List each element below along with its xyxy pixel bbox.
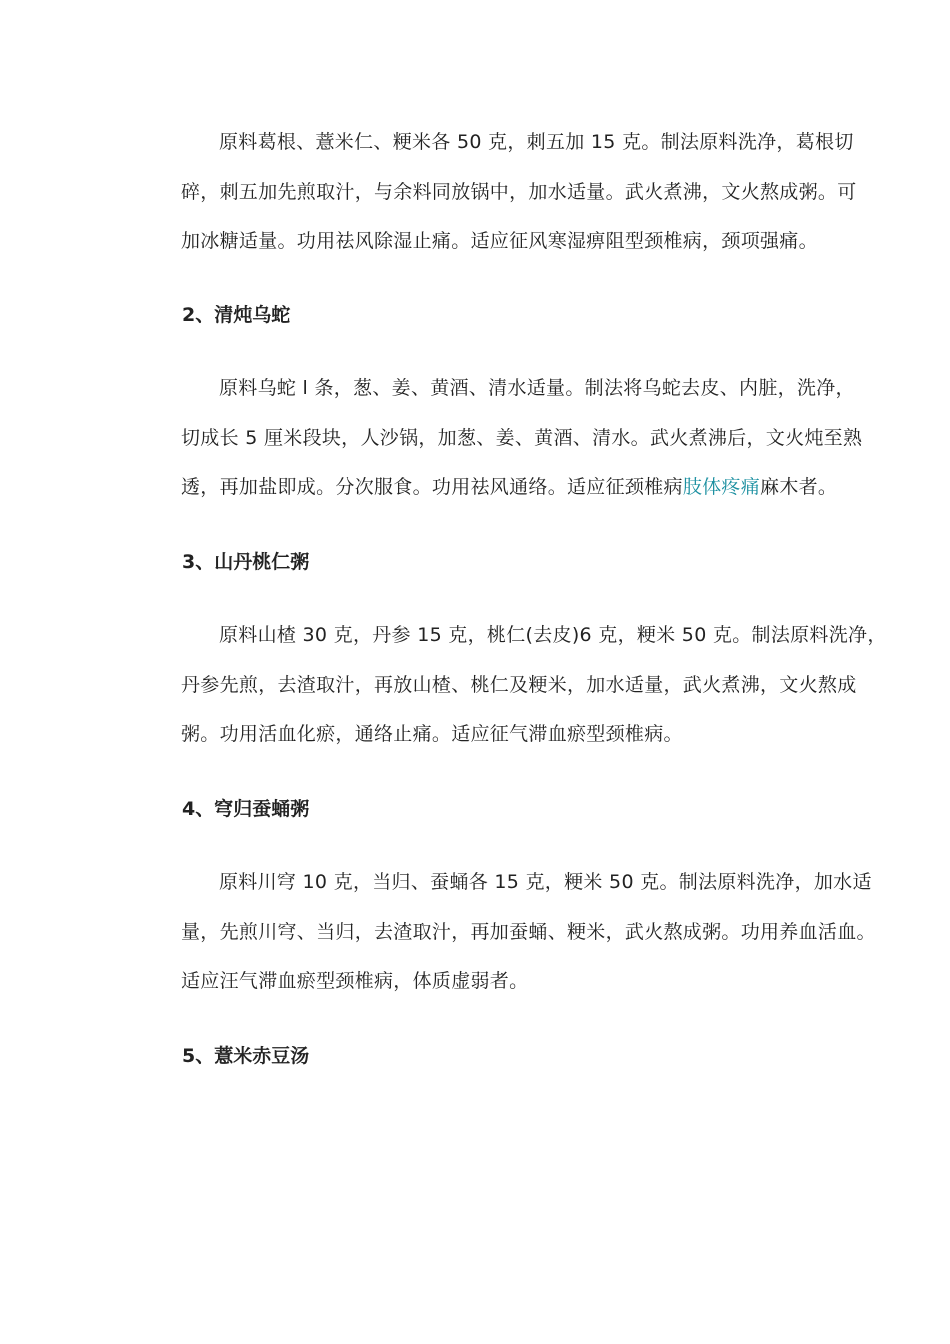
body-line: 原料山楂 30 克，丹参 15 克，桃仁(去皮)6 克，粳米 50 克。制法原料洗净， [219,624,887,646]
recipe-3-body [143,611,887,760]
recipe-1-body [143,118,857,267]
body-line: 适应汪气滞血瘀型颈椎病，体质虚弱者。 [181,970,529,992]
body-line: 原料葛根、薏米仁、粳米各 50 克，刺五加 15 克。制法原料洗净，葛根切 [219,131,854,153]
body-line: 原料乌蛇 l 条，葱、姜、黄酒、清水适量。制法将乌蛇去皮、内脏，洗净， [219,377,855,399]
body-line: 丹参先煎，去渣取汁，再放山楂、桃仁及粳米，加水适量，武火煮沸，文火熬成 [181,673,857,696]
body-line: 原料川穹 10 克，当归、蚕蛹各 15 克，粳米 50 克。制法原料洗净，加水适 [219,871,872,893]
body-line: 加冰糖适量。功用祛风除湿止痛。适应征风寒湿痹阻型颈椎病，颈项强痛。 [181,230,818,252]
recipe-4-heading: 4、穹归蚕蛹粥 [182,798,310,820]
recipe-2-body [143,364,863,513]
body-line: 碎，刺五加先煎取汁，与余料同放锅中，加水适量。武火煮沸，文火熬成粥。可 [181,180,857,203]
limb-pain-link[interactable]: 肢体疼痛 [682,476,761,498]
body-line: 粥。功用活血化瘀，通络止痛。适应征气滞血瘀型颈椎病。 [181,723,683,745]
recipe-2-heading: 2、清炖乌蛇 [182,304,291,326]
body-text: 透，再加盐即成。分次服食。功用祛风通络。适应征颈椎病 [181,476,683,498]
body-line: 量，先煎川穹、当归，去渣取汁，再加蚕蛹、粳米，武火熬成粥。功用养血活血。 [181,920,876,943]
recipe-5-heading: 5、薏米赤豆汤 [182,1045,310,1067]
body-line [143,463,838,513]
body-line: 切成长 5 厘米段块，人沙锅，加葱、姜、黄酒、清水。武火煮沸后，文火炖至熟 [181,426,863,449]
recipe-3-heading: 3、山丹桃仁粥 [182,551,310,573]
body-text: 麻木者。 [760,476,838,498]
recipe-4-body [143,858,876,1007]
